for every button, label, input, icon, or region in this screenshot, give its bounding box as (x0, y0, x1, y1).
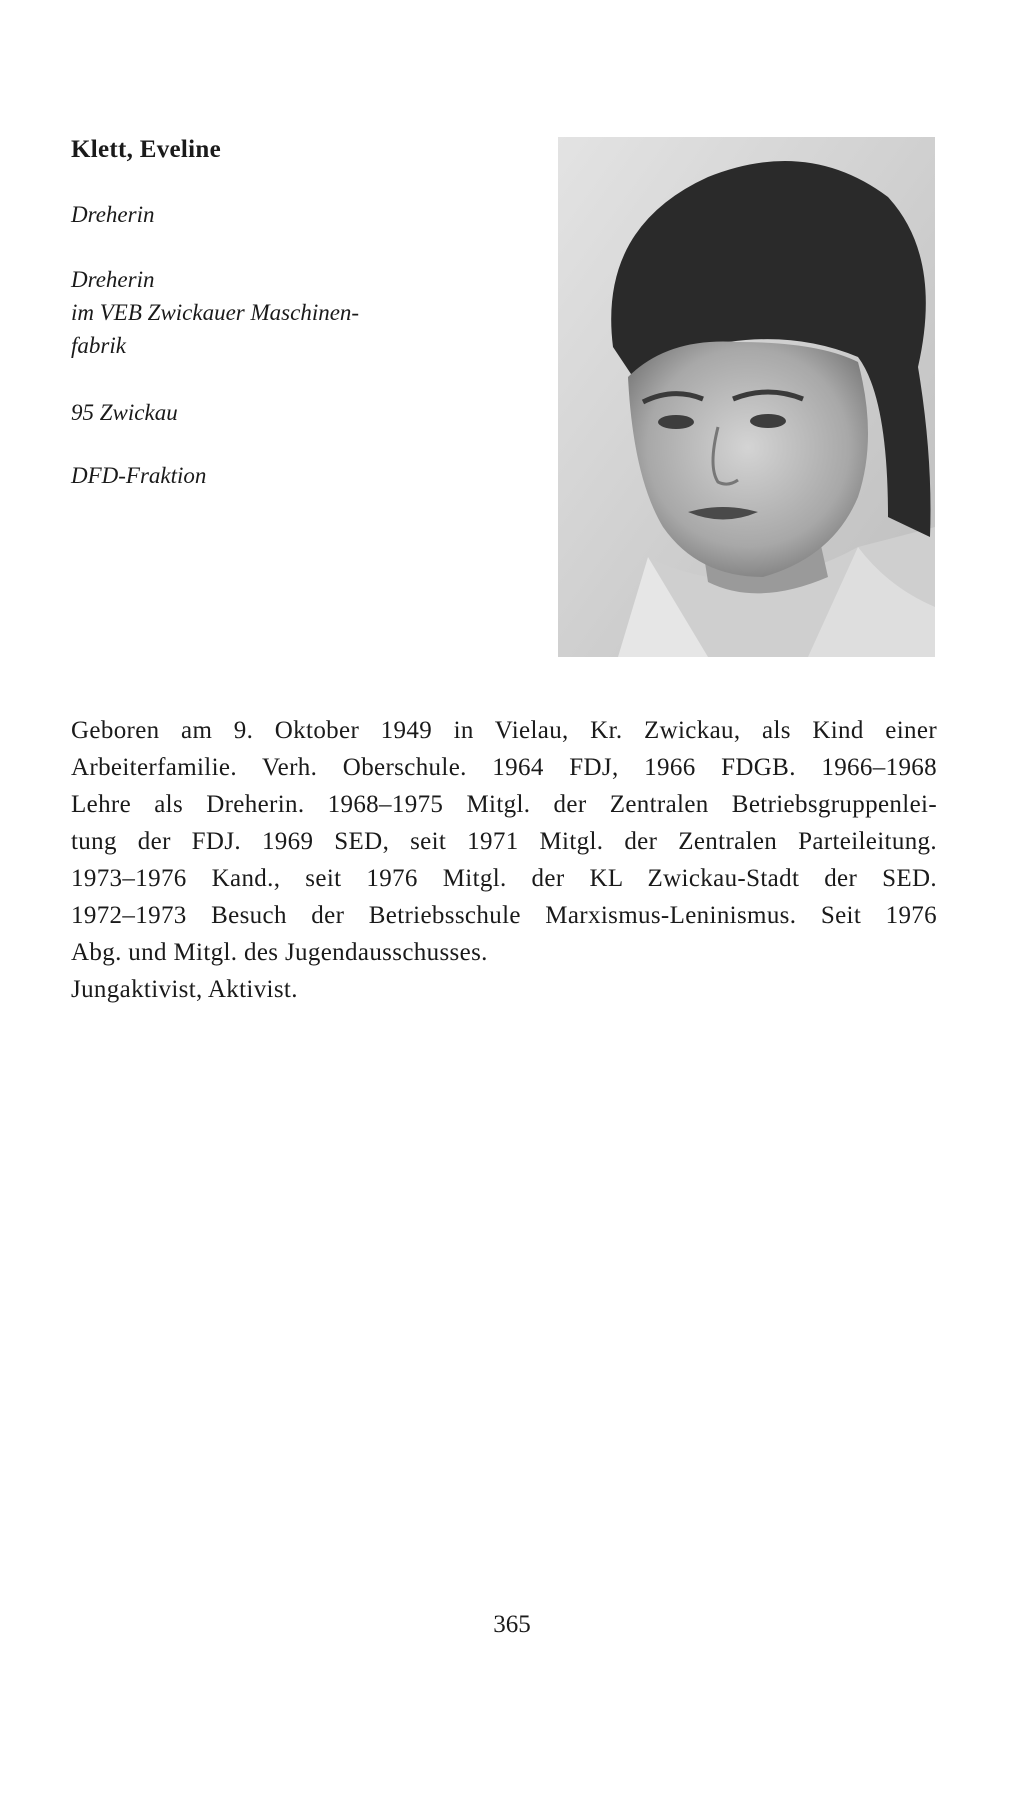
biography-line: Geboren am 9. Oktober 1949 in Vielau, Kr. Zwickau, als Kind einer (71, 717, 937, 744)
workplace-line: Dreherin (71, 267, 155, 292)
person-name: Klett, Eveline (71, 136, 222, 163)
biography-line: 1972–1973 Besuch der Betriebsschule Marxismus-Leninismus. Seit 1976 (71, 902, 937, 929)
workplace-line: fabrik (71, 333, 126, 358)
portrait-image (558, 137, 935, 657)
biography-line: Abg. und Mitgl. des Jugendausschusses. (71, 939, 488, 966)
biography-line: Jungaktivist, Aktivist. (71, 976, 298, 1003)
workplace (71, 263, 359, 362)
portrait-photo (558, 137, 935, 657)
electoral-district: 95 Zwickau (71, 400, 178, 425)
biography-line: Arbeiterfamilie. Verh. Oberschule. 1964 FDJ, 1966 FDGB. 1966–1968 (71, 754, 937, 781)
biography-line: Lehre als Dreherin. 1968–1975 Mitgl. der Zentralen Betriebsgruppenlei- (71, 791, 937, 818)
workplace-line: im VEB Zwickauer Maschinen- (71, 300, 360, 325)
biography-line: 1973–1976 Kand., seit 1976 Mitgl. der KL Zwickau-Stadt der SED. (71, 865, 937, 892)
parliamentary-faction: DFD-Fraktion (71, 463, 207, 488)
page-number: 365 (493, 1611, 531, 1638)
biography (71, 712, 937, 1008)
biography-line: tung der FDJ. 1969 SED, seit 1971 Mitgl. der Zentralen Parteileitung. (71, 828, 937, 855)
occupation: Dreherin (71, 202, 155, 227)
